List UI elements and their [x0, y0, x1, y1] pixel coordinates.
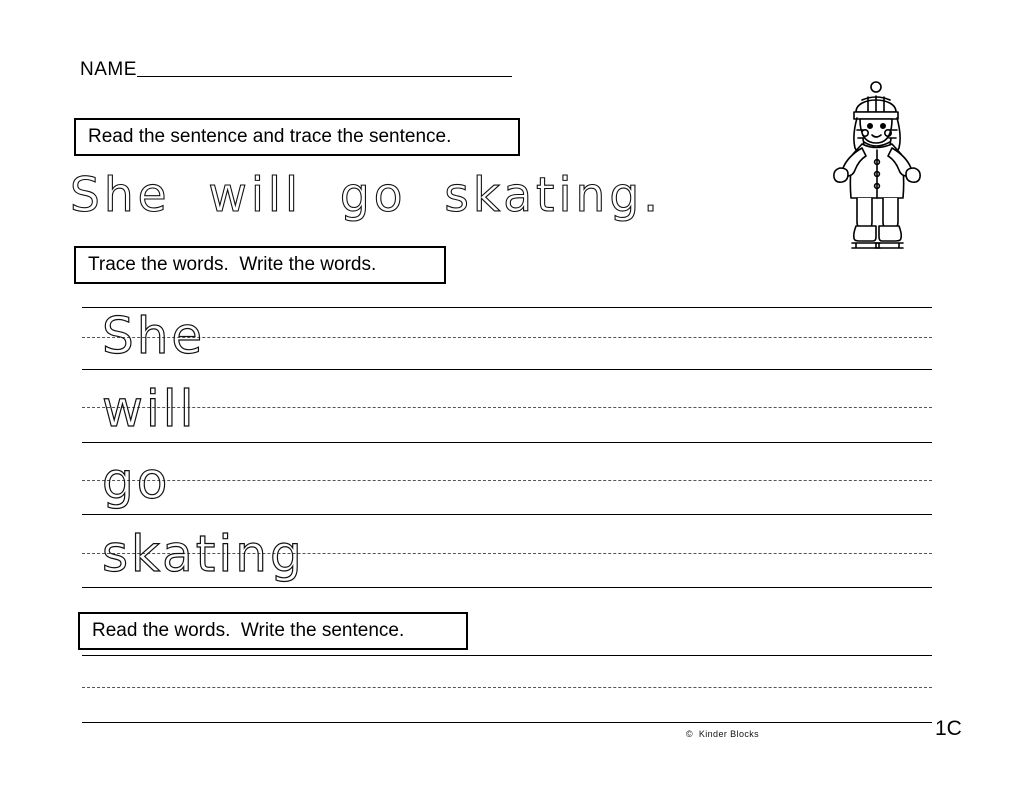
sentence-line-top	[82, 655, 932, 656]
traceable-word-4[interactable]: skating	[102, 525, 305, 583]
handwriting-practice-area	[82, 0, 932, 791]
writing-line-base-2	[82, 442, 932, 443]
writing-line-base-1	[82, 369, 932, 370]
writing-line-mid-2	[82, 407, 932, 408]
writing-line-top-1	[82, 307, 932, 308]
page-code: 1C	[935, 717, 962, 740]
instruction-text: Trace the words. Write the words.	[88, 254, 377, 275]
name-label: NAME	[80, 59, 137, 80]
traceable-sentence[interactable]: She will go skating.	[70, 168, 663, 223]
copyright-notice: © Kinder Blocks	[686, 729, 760, 739]
writing-line-base-4	[82, 587, 932, 588]
sentence-line-mid	[82, 687, 932, 688]
instruction-text: Read the sentence and trace the sentence.	[88, 126, 452, 147]
traceable-word-3[interactable]: go	[102, 452, 171, 510]
traceable-word-2[interactable]: will	[102, 380, 197, 438]
sentence-line-base	[82, 722, 932, 723]
writing-line-mid-3	[82, 480, 932, 481]
instruction-text: Read the words. Write the sentence.	[92, 620, 405, 641]
instruction-box-read-write-sentence	[78, 612, 468, 650]
writing-line-base-3	[82, 514, 932, 515]
writing-line-mid-1	[82, 337, 932, 338]
traceable-word-1[interactable]: She	[102, 307, 206, 365]
